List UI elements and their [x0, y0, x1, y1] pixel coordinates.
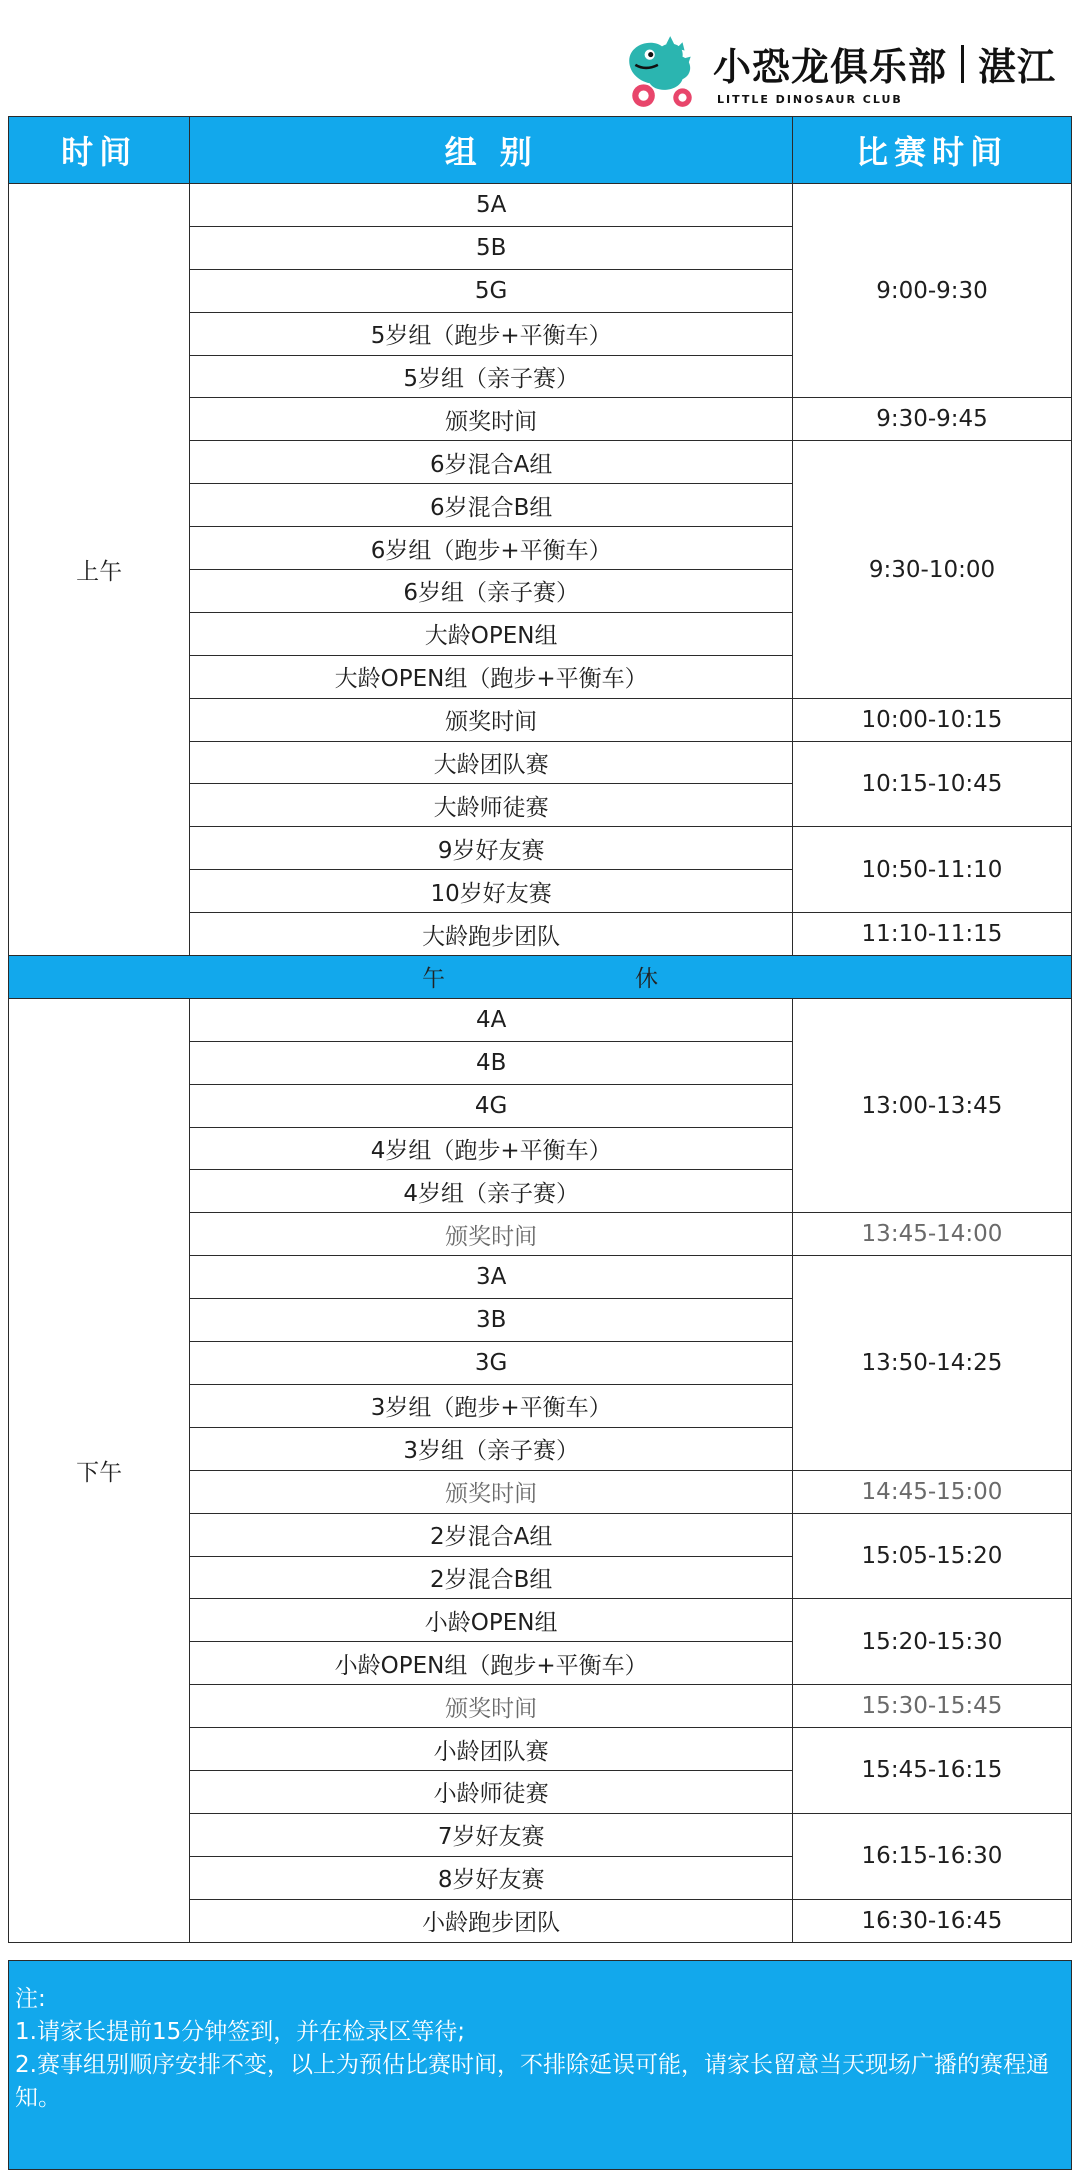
time-cell: 15:45-16:15 — [792, 1728, 1071, 1814]
group-cell: 大龄团队赛 — [190, 741, 793, 784]
group-cell: 3A — [190, 1256, 793, 1299]
group-cell: 5G — [190, 269, 793, 312]
group-cell: 4岁组（跑步+平衡车） — [190, 1127, 793, 1170]
group-cell: 小龄师徒赛 — [190, 1770, 793, 1813]
header-race-time: 比赛时间 — [792, 117, 1071, 184]
time-cell: 13:00-13:45 — [792, 998, 1071, 1212]
time-cell: 13:45-14:00 — [792, 1213, 1071, 1256]
group-cell: 10岁好友赛 — [190, 870, 793, 913]
time-cell: 10:00-10:15 — [792, 698, 1071, 741]
group-cell: 大龄师徒赛 — [190, 784, 793, 827]
club-city: 湛江 — [977, 45, 1056, 89]
group-cell: 6岁组（亲子赛） — [190, 570, 793, 613]
group-cell: 3B — [190, 1299, 793, 1342]
time-cell: 16:30-16:45 — [792, 1899, 1071, 1942]
header-time: 时间 — [9, 117, 190, 184]
club-name: 小恐龙俱乐部 — [712, 45, 947, 89]
time-cell: 16:15-16:30 — [792, 1813, 1071, 1899]
group-cell: 颁奖时间 — [190, 698, 793, 741]
noon-break-label-1: 午 — [422, 966, 445, 993]
group-cell: 4B — [190, 1041, 793, 1084]
group-cell: 3G — [190, 1342, 793, 1385]
group-cell: 9岁好友赛 — [190, 827, 793, 870]
notes-line-1: 1.请家长提前15分钟签到，并在检录区等待; — [15, 2019, 465, 2045]
group-cell: 小龄团队赛 — [190, 1728, 793, 1771]
group-cell: 8岁好友赛 — [190, 1856, 793, 1899]
club-subtitle: LITTLE DINOSAUR CLUB — [716, 93, 903, 106]
time-cell: 15:20-15:30 — [792, 1599, 1071, 1685]
time-cell: 15:05-15:20 — [792, 1513, 1071, 1599]
header-group: 组 别 — [190, 117, 793, 184]
group-cell: 2岁混合A组 — [190, 1513, 793, 1556]
time-cell: 10:15-10:45 — [792, 741, 1071, 827]
group-cell: 大龄OPEN组（跑步+平衡车） — [190, 655, 793, 698]
schedule-table — [8, 116, 1072, 1943]
group-cell: 2岁混合B组 — [190, 1556, 793, 1599]
notes-box — [8, 1960, 1072, 2170]
time-cell: 14:45-15:00 — [792, 1470, 1071, 1513]
group-cell: 5B — [190, 226, 793, 269]
time-cell: 11:10-11:15 — [792, 913, 1071, 956]
club-logo — [621, 30, 1056, 112]
group-cell: 3岁组（亲子赛） — [190, 1427, 793, 1470]
group-cell: 4岁组（亲子赛） — [190, 1170, 793, 1213]
table-row — [9, 184, 1072, 227]
group-cell: 大龄跑步团队 — [190, 913, 793, 956]
group-cell: 小龄跑步团队 — [190, 1899, 793, 1942]
group-cell: 5岁组（跑步+平衡车） — [190, 312, 793, 355]
group-cell: 6岁混合A组 — [190, 441, 793, 484]
time-cell: 13:50-14:25 — [792, 1256, 1071, 1470]
group-cell: 小龄OPEN组（跑步+平衡车） — [190, 1642, 793, 1685]
group-cell: 3岁组（跑步+平衡车） — [190, 1384, 793, 1427]
logo-divider — [961, 45, 964, 83]
noon-break-label-2: 休 — [635, 966, 658, 993]
group-cell: 4A — [190, 998, 793, 1041]
group-cell: 6岁组（跑步+平衡车） — [190, 527, 793, 570]
group-cell: 大龄OPEN组 — [190, 612, 793, 655]
group-cell: 颁奖时间 — [190, 398, 793, 441]
time-cell: 9:30-9:45 — [792, 398, 1071, 441]
group-cell: 7岁好友赛 — [190, 1813, 793, 1856]
group-cell: 小龄OPEN组 — [190, 1599, 793, 1642]
time-cell: 9:30-10:00 — [792, 441, 1071, 698]
group-cell: 颁奖时间 — [190, 1685, 793, 1728]
time-cell: 15:30-15:45 — [792, 1685, 1071, 1728]
table-header-row — [9, 117, 1072, 184]
period-morning: 上午 — [9, 184, 190, 956]
dinosaur-bike-icon — [621, 30, 703, 112]
time-cell: 9:00-9:30 — [792, 184, 1071, 398]
noon-break-row — [9, 956, 1072, 999]
group-cell: 4G — [190, 1084, 793, 1127]
group-cell: 6岁混合B组 — [190, 484, 793, 527]
noon-break-cell — [9, 956, 1072, 999]
period-afternoon: 下午 — [9, 998, 190, 1942]
group-cell: 颁奖时间 — [190, 1213, 793, 1256]
table-row — [9, 998, 1072, 1041]
notes-line-2: 2.赛事组别顺序安排不变，以上为预估比赛时间，不排除延误可能，请家长留意当天现场广播的赛程通知。 — [15, 2052, 1049, 2111]
group-cell: 颁奖时间 — [190, 1470, 793, 1513]
time-cell: 10:50-11:10 — [792, 827, 1071, 913]
notes-title: 注: — [15, 1986, 46, 2012]
group-cell: 5岁组（亲子赛） — [190, 355, 793, 398]
group-cell: 5A — [190, 184, 793, 227]
